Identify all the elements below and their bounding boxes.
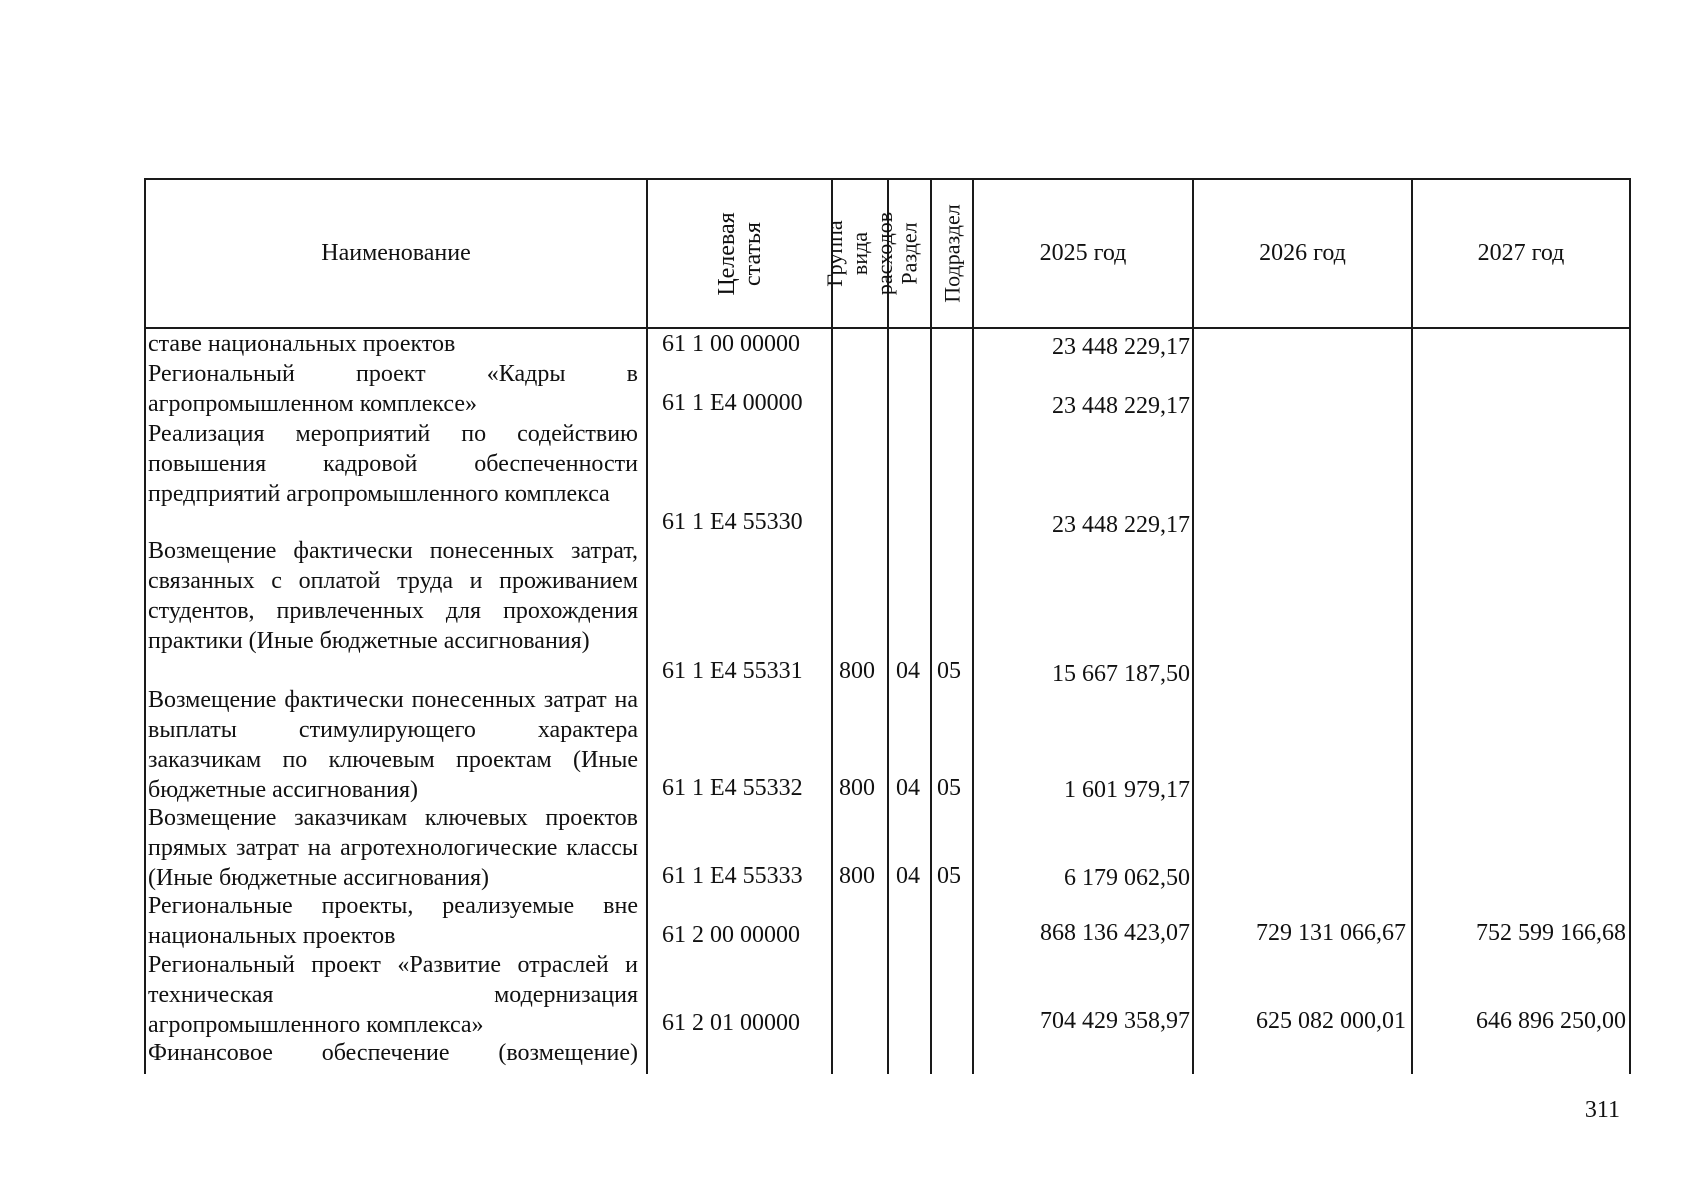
row-2026: 625 082 000,01: [1256, 1008, 1406, 1034]
row-2025: 1 601 979,17: [1064, 777, 1190, 803]
row-code: 61 1 Е4 55331: [662, 658, 803, 684]
row-2025: 15 667 187,50: [1052, 661, 1190, 687]
row-expense-group: 800: [839, 658, 875, 684]
row-code: 61 1 Е4 55333: [662, 863, 803, 889]
header-subsection: [932, 180, 972, 327]
row-section: 04: [896, 863, 920, 889]
row-name: Возмещение заказчикам ключевых проектов прямых затрат на агротехнологические классы (Иные бюджетные ассигнования): [148, 805, 638, 891]
row-code: 61 2 00 00000: [662, 922, 800, 948]
row-2025: 6 179 062,50: [1064, 865, 1190, 891]
row-subsection: 05: [937, 658, 961, 684]
row-expense-group: 800: [839, 775, 875, 801]
header-year-2025: 2025 год: [1039, 240, 1127, 266]
col-border-right: [1629, 178, 1631, 1074]
row-code: 61 1 Е4 55330: [662, 509, 803, 535]
row-expense-group: 800: [839, 863, 875, 889]
header-year-2027: 2027 год: [1477, 240, 1565, 266]
row-name: Реализация мероприятий по содействию повышения кадровой обеспеченности предприятий агропромышленного комплекса: [148, 421, 638, 507]
row-name: Возмещение фактически понесенных затрат на выплаты стимулирующего характера заказчикам по ключевым проектам (Иные бюджетные ассигнования): [148, 687, 638, 803]
row-code: 61 1 Е4 00000: [662, 390, 803, 416]
row-2025: 23 448 229,17: [1052, 512, 1190, 538]
budget-table: [144, 178, 1629, 1074]
row-name: ставе национальных проектов: [148, 331, 456, 357]
row-name: Региональный проект «Развитие отраслей и техническая модернизация агропромышленного комплекса»: [148, 952, 638, 1038]
row-2027: 752 599 166,68: [1476, 920, 1626, 946]
row-2025: 704 429 358,97: [1040, 1008, 1190, 1034]
row-subsection: 05: [937, 863, 961, 889]
row-2025: 23 448 229,17: [1052, 334, 1190, 360]
row-section: 04: [896, 775, 920, 801]
header-expense-group: [822, 180, 898, 327]
header-name: Наименование: [321, 240, 471, 266]
header-section-text: Раздел: [897, 222, 923, 285]
row-2026: 729 131 066,67: [1256, 920, 1406, 946]
page-number: 311: [1584, 1097, 1620, 1123]
header-target-article: [648, 180, 831, 327]
row-2025: 868 136 423,07: [1040, 920, 1190, 946]
row-name: Региональные проекты, реализуемые вне национальных проектов: [148, 893, 638, 949]
header-target-article-text: Целевая статья: [713, 211, 766, 296]
row-section: 04: [896, 658, 920, 684]
row-2025: 23 448 229,17: [1052, 393, 1190, 419]
row-code: 61 1 Е4 55332: [662, 775, 803, 801]
row-name: Региональный проект «Кадры в агропромышленном комплексе»: [148, 361, 638, 417]
row-name: Возмещение фактически понесенных затрат, связанных с оплатой труда и проживанием студентов, привлеченных для прохождения практики (Иные бюджетные ассигнования): [148, 538, 638, 654]
row-subsection: 05: [937, 775, 961, 801]
header-subsection-text: Подраздел: [939, 204, 965, 303]
header-year-2026: 2026 год: [1259, 240, 1346, 266]
row-name: Финансовое обеспечение (возмещение): [148, 1040, 638, 1066]
header-section: [889, 180, 930, 327]
row-code: 61 1 00 00000: [662, 331, 800, 357]
row-code: 61 2 01 00000: [662, 1010, 800, 1036]
row-2027: 646 896 250,00: [1476, 1008, 1626, 1034]
header-expense-group-text: Группа вида расходов: [822, 211, 898, 296]
